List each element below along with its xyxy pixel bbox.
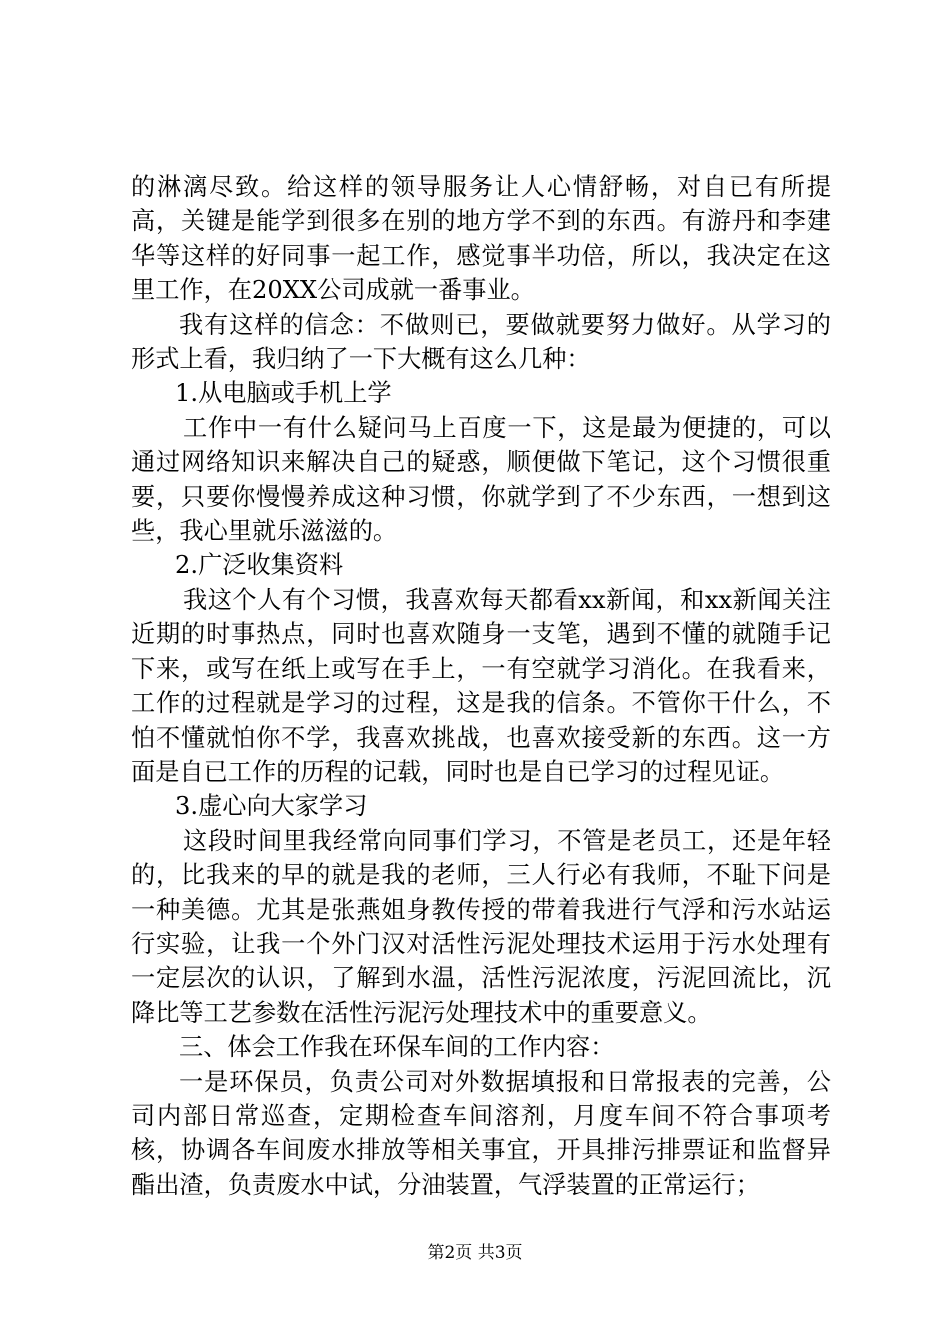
paragraph-continuation: 的淋漓尽致。给这样的领导服务让人心情舒畅，对自已有所提高，关键是能学到很多在别的地方学不到的东西。有游丹和李建华等这样的好同事一起工作，感觉事半功倍，所以，我决定在这里工作，在20XX公司成就一番事业。 <box>131 173 831 305</box>
list-heading-3: 3.虚心向大家学习 <box>175 792 368 821</box>
paragraph-collect-materials: 我这个人有个习惯，我喜欢每天都看xx新闻，和xx新闻关注近期的时事热点，同时也喜欢随身一支笔，遇到不懂的就随手记下来，或写在纸上或写在手上，一有空就学习消化。在我看来，工作的过程就是学习的过程，这是我的信条。不管你干什么，不怕不懂就怕你不学，我喜欢挑战，也喜欢接受新的东西。这一方面是自已工作的历程的记载，同时也是自已学习的过程见证。 <box>131 585 831 786</box>
page-footer <box>0 1242 950 1264</box>
paragraph-job-duties: 一是环保员，负责公司对外数据填报和日常报表的完善，公司内部日常巡查，定期检查车间溶剂，月度车间不符合事项考核，协调各车间废水排放等相关事宜，开具排污排票证和监督异酯出渣，负责废水中试，分油装置，气浮装置的正常运行； <box>131 1067 831 1199</box>
paragraph-belief: 我有这样的信念：不做则已，要做就要努力做好。从学习的形式上看，我归纳了一下大概有这么几种： <box>131 310 831 374</box>
paragraph-online-learning: 工作中一有什么疑问马上百度一下，这是最为便捷的，可以通过网络知识来解决自己的疑惑，顺便做下笔记，这个习惯很重要，只要你慢慢养成这种习惯，你就学到了不少东西，一想到这些，我心里就乐滋滋的。 <box>131 413 831 546</box>
section-heading-3: 三、体会工作我在环保车间的工作内容： <box>179 1033 615 1062</box>
list-heading-2: 2.广泛收集资料 <box>175 551 344 580</box>
paragraph-learn-from-colleagues: 这段时间里我经常向同事们学习，不管是老员工，还是年轻的，比我来的早的就是我的老师，三人行必有我师，不耻下问是一种美德。尤其是张燕姐身教传授的带着我进行气浮和污水站运行实验，让我一个外门汉对活性污泥处理技术运用于污水处理有一定层次的认识，了解到水温，活性污泥浓度，污泥回流比，沉降比等工艺参数在活性污泥污处理技术中的重要意义。 <box>131 826 831 1027</box>
page-number-label: 第2页 共3页 <box>427 1243 523 1263</box>
list-heading-1: 1.从电脑或手机上学 <box>175 379 392 408</box>
document-body <box>131 170 831 1202</box>
